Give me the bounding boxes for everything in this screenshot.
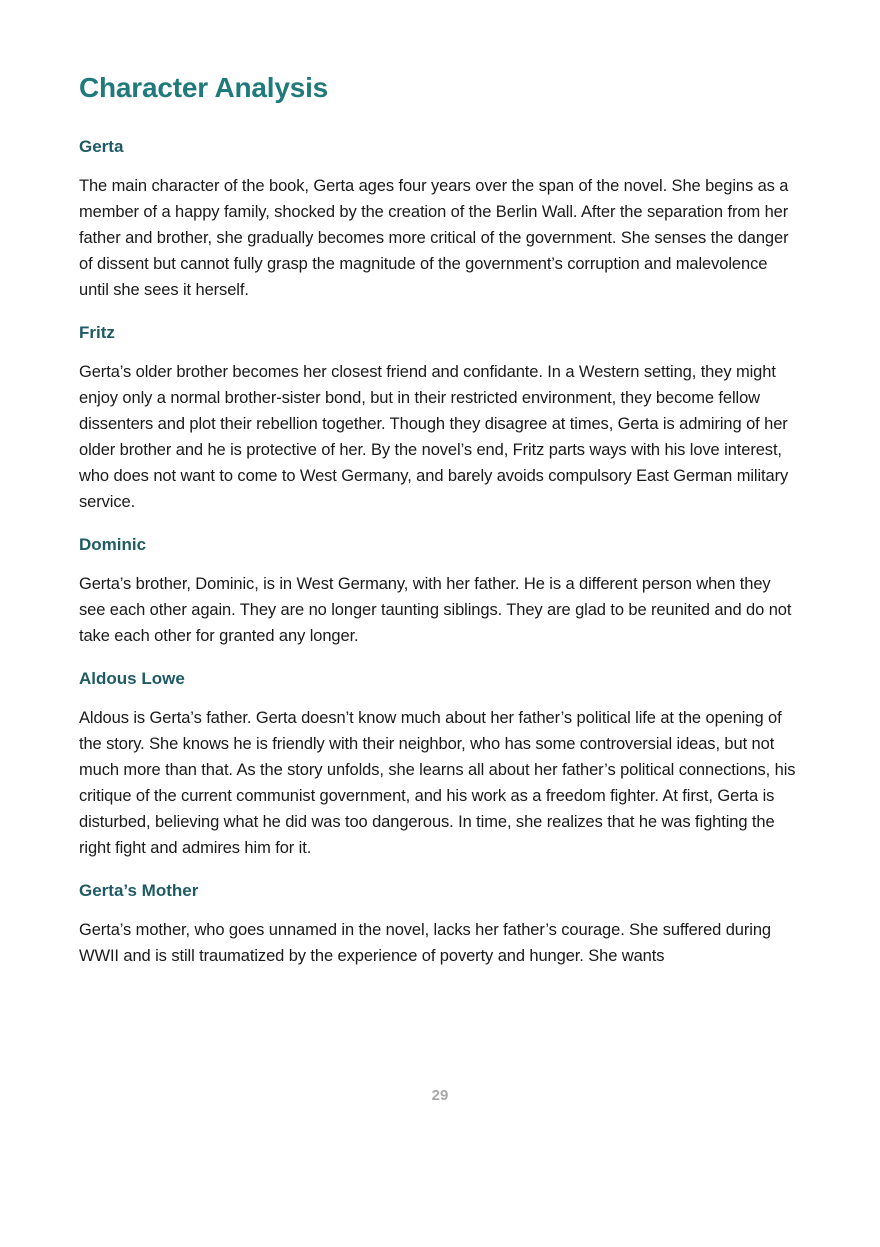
character-description: The main character of the book, Gerta ages four years over the span of the novel. She begins as a member of a happy family, shocked by the creation of the Berlin Wall. After the separation from her father and brother, she gradually becomes more critical of the government. She senses the danger of dissent but cannot fully grasp the magnitude of the government’s corruption and malevolence until she sees it herself.: [79, 177, 789, 299]
page-content: [79, 66, 801, 988]
character-section-fritz: [79, 322, 801, 515]
character-description: Gerta’s older brother becomes her closest friend and confidante. In a Western setting, they might enjoy only a normal brother-sister bond, but in their restricted environment, they become fellow dissenters and plot their rebellion together. Though they disagree at times, Gerta is admiring of her older brother and he is protective of her. By the novel’s end, Fritz parts ways with his love interest, who does not want to come to West Germany, and barely avoids compulsory East German military service.: [79, 363, 789, 511]
character-description: Aldous is Gerta’s father. Gerta doesn’t know much about her father’s political life at the opening of the story. She knows he is friendly with their neighbor, who has some controversial ideas, but not much more than that. As the story unfolds, she learns all about her father’s political connections, his critique of the current communist government, and his work as a freedom fighter. At first, Gerta is disturbed, believing what he did was too dangerous. In time, she realizes that he was fighting the right fight and admires him for it.: [79, 709, 796, 857]
character-description: Gerta’s mother, who goes unnamed in the novel, lacks her father’s courage. She suffered during WWII and is still traumatized by the experience of poverty and hunger. She wants: [79, 921, 771, 965]
character-description: Gerta’s brother, Dominic, is in West Germany, with her father. He is a different person when they see each other again. They are no longer taunting siblings. They are glad to be reunited and do not take each other for granted any longer.: [79, 575, 792, 645]
character-section-aldous-lowe: [79, 668, 801, 861]
page-number: 29: [431, 1087, 449, 1104]
character-section-gerta: [79, 136, 801, 303]
character-section-gertas-mother: [79, 880, 801, 969]
character-name: Dominic: [79, 535, 147, 554]
character-name: Gerta’s Mother: [79, 881, 199, 900]
character-section-dominic: [79, 534, 801, 649]
character-name: Fritz: [79, 323, 115, 342]
character-name: Aldous Lowe: [79, 669, 185, 688]
page-title: Character Analysis: [79, 72, 329, 103]
character-name: Gerta: [79, 137, 124, 156]
